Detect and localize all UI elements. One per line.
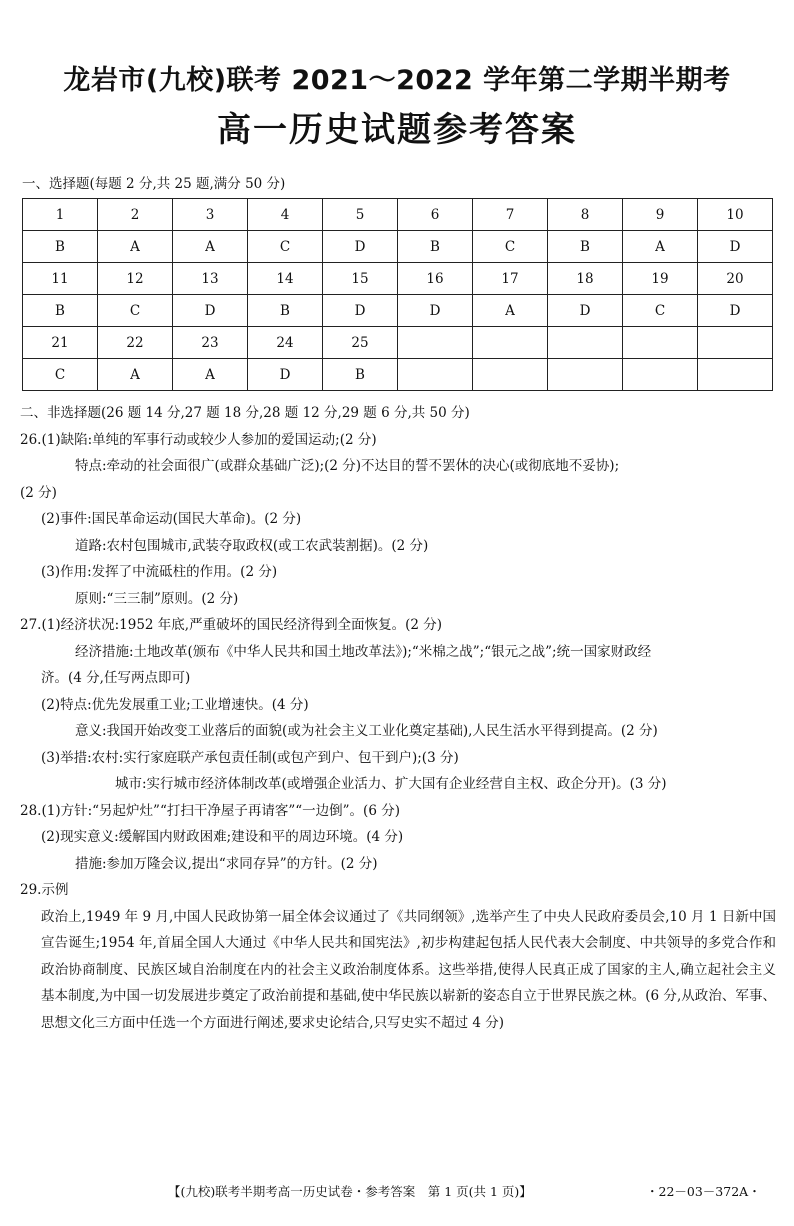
title-line-2: 高一历史试题参考答案 xyxy=(217,110,577,150)
answer-cell: A xyxy=(473,295,548,327)
answer-cell: C xyxy=(98,295,173,327)
question-number-cell xyxy=(623,327,698,359)
answer-cell xyxy=(623,359,698,391)
question-number-row xyxy=(23,327,773,359)
answer-cell xyxy=(698,359,773,391)
q26-line: 原则:“三三制”原则。(2 分) xyxy=(75,590,239,607)
question-number-cell: 1 xyxy=(23,199,98,231)
answer-cell: A xyxy=(173,231,248,263)
q27-line: (2)特点:优先发展重工业;工业增速快。(4 分) xyxy=(41,696,309,713)
q26-line: 26.(1)缺陷:单纯的军事行动或较少人参加的爱国运动;(2 分) xyxy=(20,431,377,448)
question-number-cell xyxy=(548,327,623,359)
answer-cell: C xyxy=(248,231,323,263)
question-number-cell xyxy=(698,327,773,359)
answer-cell: D xyxy=(398,295,473,327)
question-number-cell: 4 xyxy=(248,199,323,231)
answer-cell: D xyxy=(698,295,773,327)
question-number-cell: 20 xyxy=(698,263,773,295)
question-number-cell: 16 xyxy=(398,263,473,295)
question-number-cell: 9 xyxy=(623,199,698,231)
question-number-cell: 5 xyxy=(323,199,398,231)
q27-line: 经济措施:土地改革(颁布《中华人民共和国土地改革法》);“米棉之战”;“银元之战”;统一国家财政经 xyxy=(75,643,652,660)
q28-line: (2)现实意义:缓解国内财政困难;建设和平的周边环境。(4 分) xyxy=(41,829,404,845)
section2-content xyxy=(20,400,776,1036)
question-number-cell: 23 xyxy=(173,327,248,359)
question-number-row xyxy=(23,263,773,295)
q26-line: 特点:牵动的社会面很广(或群众基础广泛);(2 分)不达目的誓不罢休的决心(或彻底地不妥协); xyxy=(75,458,620,474)
question-number-cell xyxy=(398,327,473,359)
question-number-cell: 15 xyxy=(323,263,398,295)
answer-cell: C xyxy=(473,231,548,263)
answer-cell: C xyxy=(623,295,698,327)
question-number-cell: 17 xyxy=(473,263,548,295)
answer-cell: D xyxy=(173,295,248,327)
q26-line: 道路:农村包围城市,武装夺取政权(或工农武装割据)。(2 分) xyxy=(75,537,429,554)
q28-line: 措施:参加万隆会议,提出“求同存异”的方针。(2 分) xyxy=(75,855,378,872)
q27-line: 意义:我国开始改变工业落后的面貌(或为社会主义工业化奠定基础),人民生活水平得到提高。(2 分) xyxy=(75,723,658,739)
question-number-cell: 18 xyxy=(548,263,623,295)
title-line-1: 龙岩市(九校)联考 2021～2022 学年第二学期半期考 xyxy=(63,65,731,96)
answer-cell xyxy=(473,359,548,391)
q27-line: 27.(1)经济状况:1952 年底,严重破坏的国民经济得到全面恢复。(2 分) xyxy=(20,617,442,633)
question-number-cell: 10 xyxy=(698,199,773,231)
answer-cell: A xyxy=(98,231,173,263)
q26-line: (3)作用:发挥了中流砥柱的作用。(2 分) xyxy=(41,564,278,580)
answer-row xyxy=(23,231,773,263)
answer-cell: C xyxy=(23,359,98,391)
question-number-cell: 7 xyxy=(473,199,548,231)
section1-heading: 一、选择题(每题 2 分,共 25 题,满分 50 分) xyxy=(22,176,286,192)
answer-cell: A xyxy=(623,231,698,263)
question-number-cell: 11 xyxy=(23,263,98,295)
answer-cell: B xyxy=(248,295,323,327)
q27-line: 济。(4 分,任写两点即可) xyxy=(41,670,191,686)
question-number-cell: 13 xyxy=(173,263,248,295)
footer-code: ・22－03－372A・ xyxy=(646,1184,761,1199)
answer-cell: B xyxy=(398,231,473,263)
answer-cell: B xyxy=(23,295,98,327)
answer-cell: D xyxy=(548,295,623,327)
answer-cell: B xyxy=(23,231,98,263)
q28-line: 28.(1)方针:“另起炉灶”“打扫干净屋子再请客”“一边倒”。(6 分) xyxy=(20,802,400,819)
answer-cell: B xyxy=(323,359,398,391)
answer-cell: D xyxy=(248,359,323,391)
q27-line: (3)举措:农村:实行家庭联产承包责任制(或包产到户、包干到户);(3 分) xyxy=(41,749,459,766)
question-number-cell: 14 xyxy=(248,263,323,295)
answer-cell: A xyxy=(173,359,248,391)
q26-line: (2 分) xyxy=(20,484,57,501)
answer-cell xyxy=(398,359,473,391)
question-number-cell xyxy=(473,327,548,359)
question-number-cell: 12 xyxy=(98,263,173,295)
question-number-cell: 6 xyxy=(398,199,473,231)
question-number-row xyxy=(23,199,773,231)
question-number-cell: 21 xyxy=(23,327,98,359)
answer-cell: D xyxy=(323,231,398,263)
question-number-cell: 19 xyxy=(623,263,698,295)
question-number-cell: 3 xyxy=(173,199,248,231)
q29-line: 29.示例 xyxy=(20,882,69,898)
answer-cell: D xyxy=(323,295,398,327)
answer-cell xyxy=(548,359,623,391)
q26-line: (2)事件:国民革命运动(国民大革命)。(2 分) xyxy=(41,511,302,527)
question-number-cell: 25 xyxy=(323,327,398,359)
q27-line: 城市:实行城市经济体制改革(或增强企业活力、扩大国有企业经营自主权、政企分开)。(3 分) xyxy=(115,776,667,792)
answer-cell: A xyxy=(98,359,173,391)
footer-title: 【(九校)联考半期考高一历史试卷・参考答案 第 1 页(共 1 页)】 xyxy=(168,1184,532,1199)
answer-cell: D xyxy=(698,231,773,263)
question-number-cell: 22 xyxy=(98,327,173,359)
answer-row xyxy=(23,295,773,327)
answer-cell: B xyxy=(548,231,623,263)
answer-row xyxy=(23,359,773,391)
question-number-cell: 24 xyxy=(248,327,323,359)
question-number-cell: 8 xyxy=(548,199,623,231)
answer-table xyxy=(22,198,773,391)
section2-heading: 二、非选择题(26 题 14 分,27 题 18 分,28 题 12 分,29 题 6 分,共 50 分) xyxy=(20,405,470,421)
q29-paragraph: 政治上,1949 年 9 月,中国人民政协第一届全体会议通过了《共同纲领》,选举产生了中央人民政府委员会,10 月 1 日新中国宣告诞生;1954 年,首届全国人大通过《中华人民共和国宪法》,初步构建起包括人民代表大会制度、中共领导的多党合作和政治协商制度、民族区域自治制度在内的社会主义政治制度体系。这些举措,使得人民真正成了国家的主人,确立起社会主义基本制度,为中国一切发展进步奠定了政治前提和基础,使中华民族以崭新的姿态自立于世界民族之林。(6 分,从政治、军事、思想文化三方面中任选一个方面进行阐述,要求史论结合,只写史实不超过 4 分) xyxy=(41,908,776,1031)
question-number-cell: 2 xyxy=(98,199,173,231)
